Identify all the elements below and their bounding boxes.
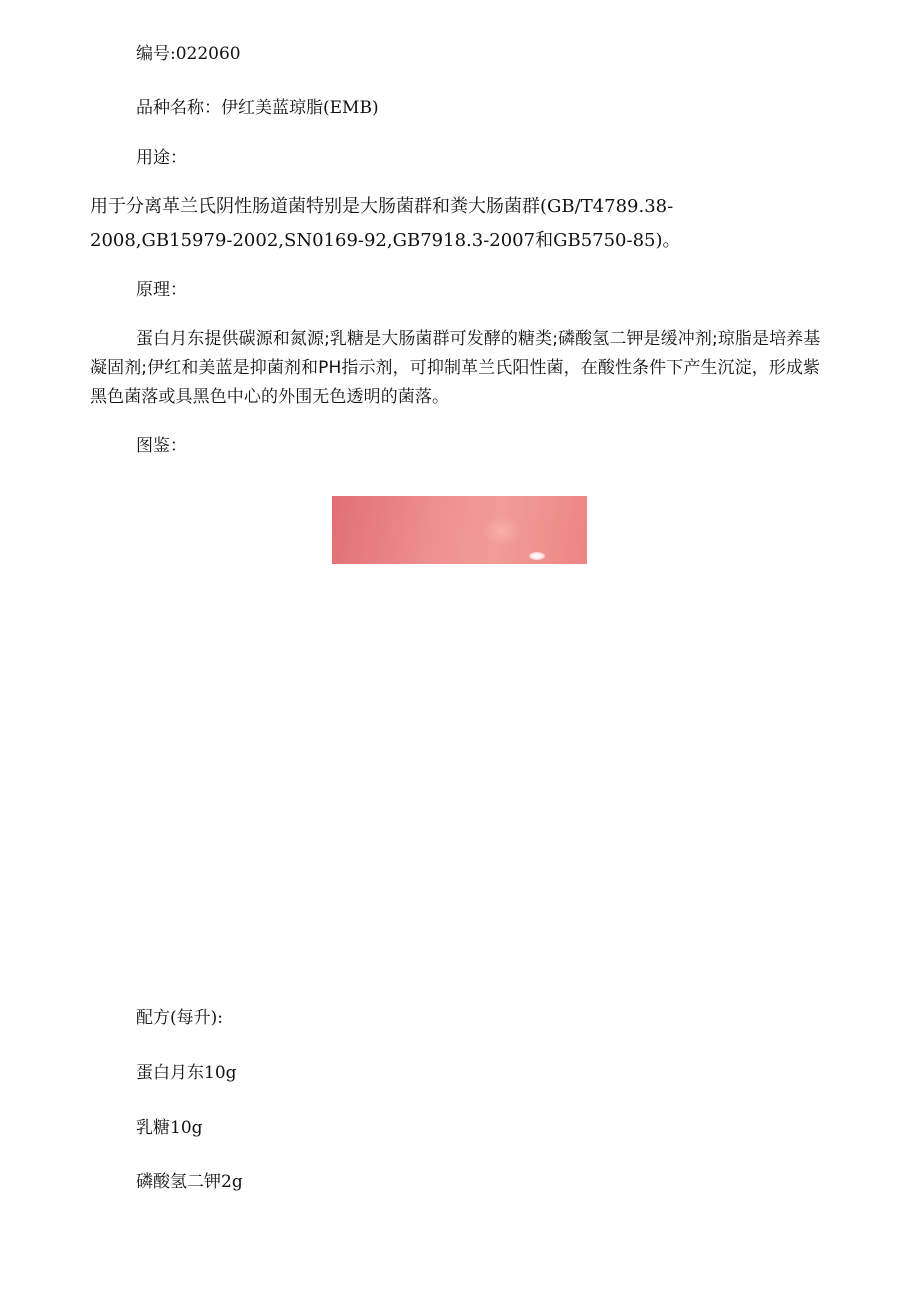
variety-name: 品种名称：伊红美蓝琼脂(EMB): [136, 98, 379, 118]
document-code: 编号:022060: [136, 44, 241, 64]
usage-label: 用途：: [136, 148, 187, 168]
formula-item: 磷酸氢二钾2g: [136, 1172, 243, 1192]
photo-reflection: [529, 552, 545, 560]
principle-label: 原理：: [136, 280, 187, 300]
formula-label: 配方(每升):: [136, 1008, 223, 1028]
figure-label: 图鉴：: [136, 436, 187, 456]
usage-text: 用于分离革兰氏阴性肠道菌特别是大肠菌群和粪大肠菌群(GB/T4789.38-2008,GB15979-2002,SN0169-92,GB7918.3-2007和GB5750-85)。: [90, 196, 681, 251]
formula-item: 蛋白月东10g: [136, 1063, 237, 1083]
colony-photo: [332, 496, 587, 564]
photo-highlight: [482, 516, 522, 546]
principle-text: 蛋白月东提供碳源和氮源;乳糖是大肠菌群可发酵的糖类;磷酸氢二钾是缓冲剂;琼脂是培养基凝固剂;伊红和美蓝是抑菌剂和PH指示剂，可抑制革兰氏阳性菌，在酸性条件下产生沉淀，形成紫黑色菌落或具黑色中心的外围无色透明的菌落。: [90, 329, 821, 407]
formula-item: 乳糖10g: [136, 1118, 203, 1138]
